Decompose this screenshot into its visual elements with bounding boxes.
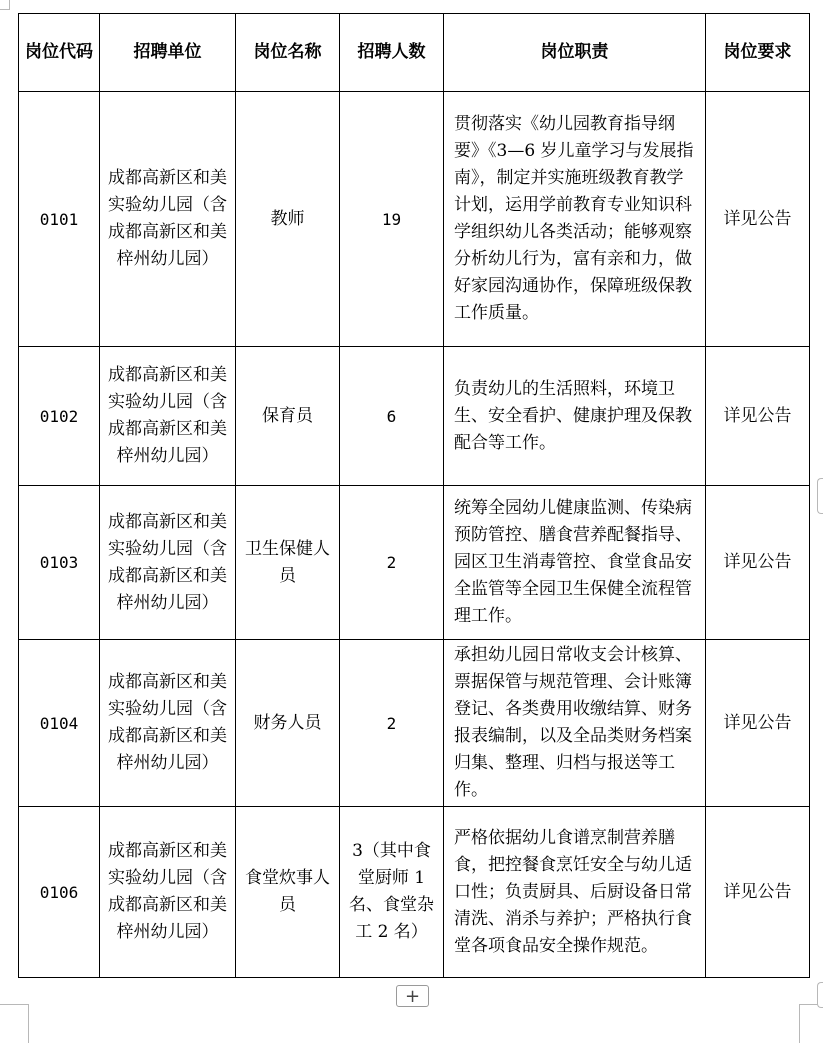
- cell-count: 2: [340, 640, 444, 807]
- cell-name: 食堂炊事人员: [236, 807, 340, 978]
- cell-code: 0106: [19, 807, 100, 978]
- cell-code: 0103: [19, 486, 100, 640]
- table-row: [19, 92, 810, 347]
- cell-count: 2: [340, 486, 444, 640]
- cell-unit: 成都高新区和美实验幼儿园（含成都高新区和美梓州幼儿园）: [100, 640, 236, 807]
- header-unit: 招聘单位: [100, 14, 236, 92]
- row-resize-handle[interactable]: [817, 982, 823, 1008]
- cell-req: 详见公告: [706, 640, 810, 807]
- plus-icon: +: [404, 986, 421, 1007]
- table-row: [19, 807, 810, 978]
- page-corner-mark: [9, 0, 10, 9]
- cell-req: 详见公告: [706, 807, 810, 978]
- table-row: [19, 640, 810, 807]
- add-row-button[interactable]: [396, 985, 429, 1007]
- table-row: [19, 486, 810, 640]
- cell-unit: 成都高新区和美实验幼儿园（含成都高新区和美梓州幼儿园）: [100, 92, 236, 347]
- cell-count: 19: [340, 92, 444, 347]
- table-row: [19, 347, 810, 486]
- cell-unit: 成都高新区和美实验幼儿园（含成都高新区和美梓州幼儿园）: [100, 807, 236, 978]
- table-header-row: [19, 14, 810, 92]
- cell-unit: 成都高新区和美实验幼儿园（含成都高新区和美梓州幼儿园）: [100, 347, 236, 486]
- row-resize-handle[interactable]: [817, 478, 823, 514]
- cell-code: 0102: [19, 347, 100, 486]
- cell-name: 教师: [236, 92, 340, 347]
- header-count: 招聘人数: [340, 14, 444, 92]
- cell-duty: 贯彻落实《幼儿园教育指导纲要》《3—6 岁儿童学习与发展指南》，制定并实施班级教育教学计划，运用学前教育专业知识科学组织幼儿各类活动；能够观察分析幼儿行为，富有亲和力，做好家园沟通协作，保障班级保教工作质量。: [444, 92, 706, 347]
- cell-name: 财务人员: [236, 640, 340, 807]
- recruitment-table: [18, 13, 810, 978]
- cell-code: 0104: [19, 640, 100, 807]
- cell-name: 保育员: [236, 347, 340, 486]
- cell-code: 0101: [19, 92, 100, 347]
- header-name: 岗位名称: [236, 14, 340, 92]
- cell-count: 3（其中食堂厨师 1 名、食堂杂工 2 名）: [340, 807, 444, 978]
- cell-unit: 成都高新区和美实验幼儿园（含成都高新区和美梓州幼儿园）: [100, 486, 236, 640]
- page-corner-mark: [799, 1004, 823, 1043]
- cell-duty: 严格依据幼儿食谱烹制营养膳食，把控餐食烹饪安全与幼儿适口性；负责厨具、后厨设备日常清洗、消杀与养护；严格执行食堂各项食品安全操作规范。: [444, 807, 706, 978]
- cell-req: 详见公告: [706, 347, 810, 486]
- cell-req: 详见公告: [706, 486, 810, 640]
- cell-duty: 统筹全园幼儿健康监测、传染病预防管控、膳食营养配餐指导、园区卫生消毒管控、食堂食品安全监管等全园卫生保健全流程管理工作。: [444, 486, 706, 640]
- header-code: 岗位代码: [19, 14, 100, 92]
- cell-duty: 负责幼儿的生活照料，环境卫生、安全看护、健康护理及保教配合等工作。: [444, 347, 706, 486]
- page-corner-mark: [0, 1004, 29, 1043]
- header-duty: 岗位职责: [444, 14, 706, 92]
- cell-req: 详见公告: [706, 92, 810, 347]
- cell-count: 6: [340, 347, 444, 486]
- cell-name: 卫生保健人员: [236, 486, 340, 640]
- cell-duty: 承担幼儿园日常收支会计核算、票据保管与规范管理、会计账簿登记、各类费用收缴结算、财务报表编制，以及全品类财务档案归集、整理、归档与报送等工作。: [444, 640, 706, 807]
- header-req: 岗位要求: [706, 14, 810, 92]
